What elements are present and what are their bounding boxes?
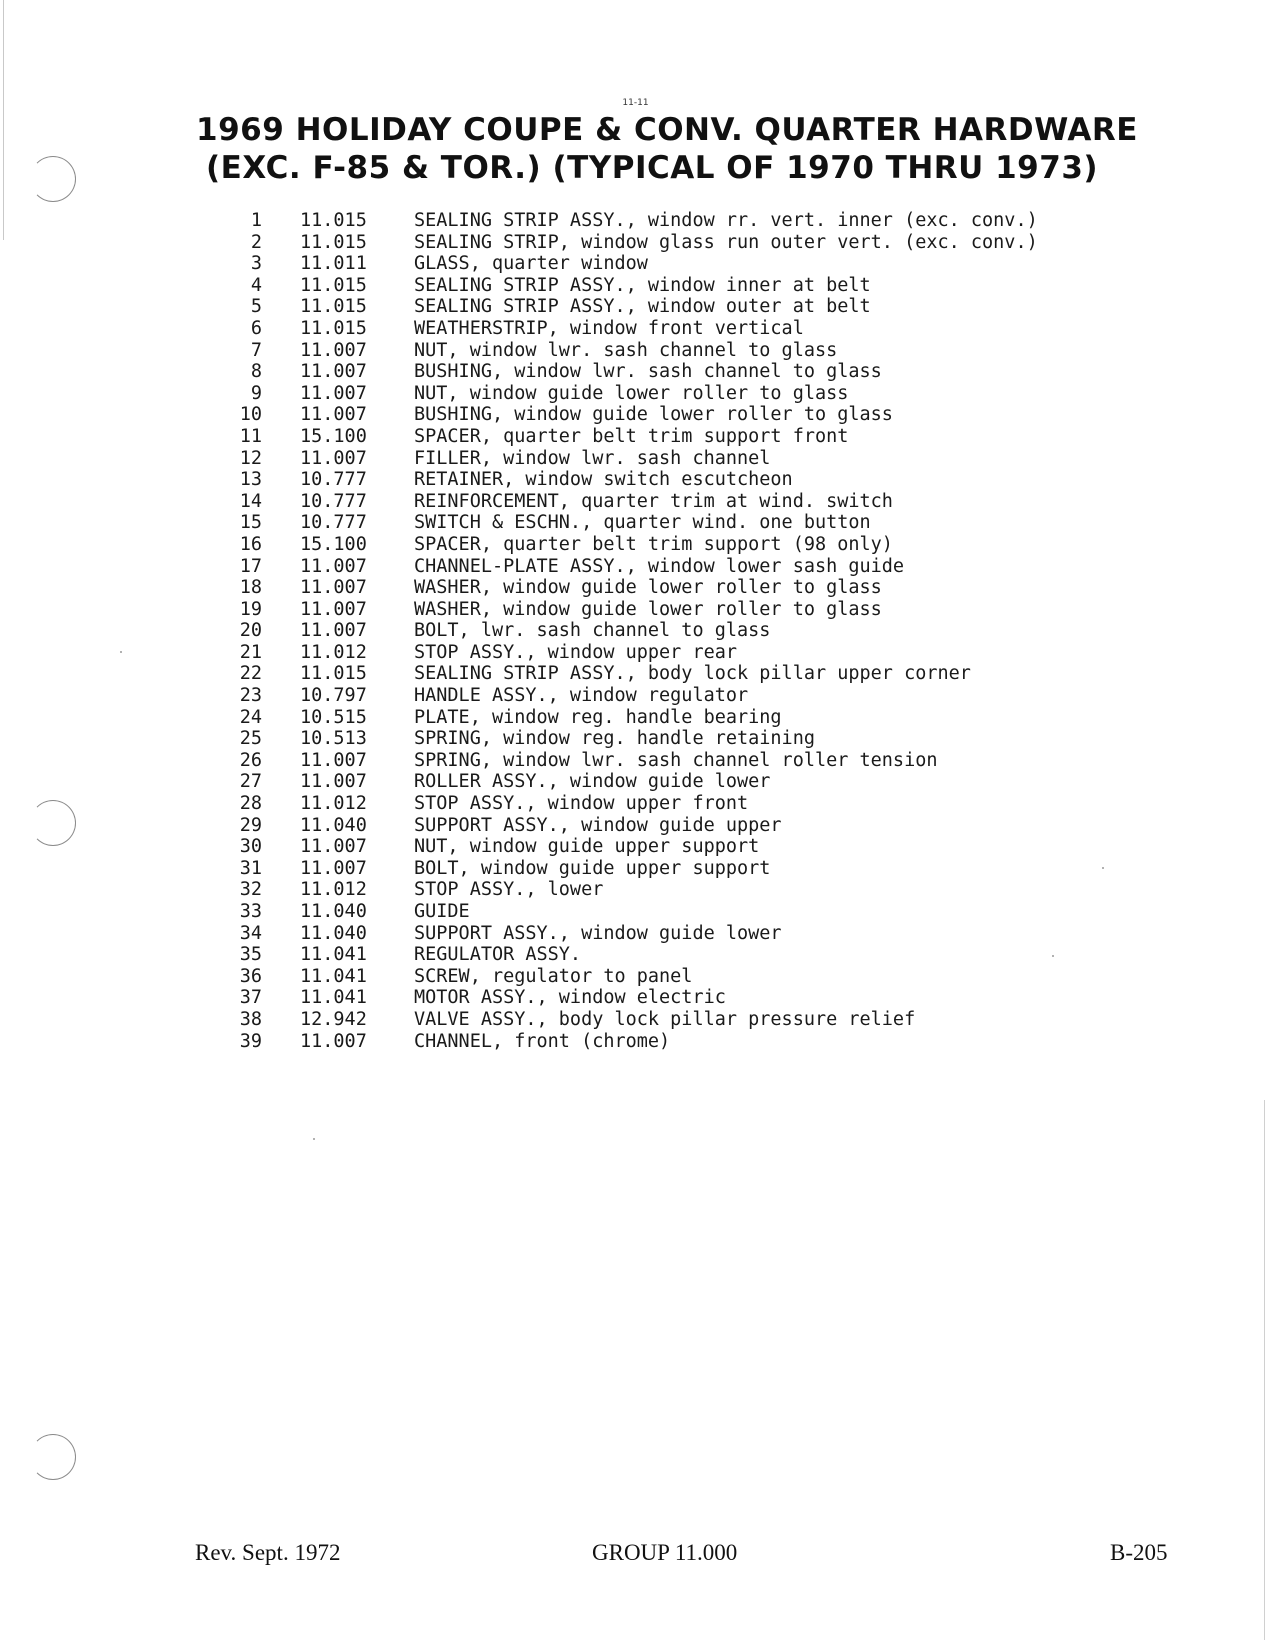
part-description: VALVE ASSY., body lock pillar pressure relief xyxy=(414,1008,916,1030)
part-group-number: 11.015 xyxy=(300,210,367,231)
part-group-number: 12.942 xyxy=(300,1008,367,1030)
scan-speck xyxy=(313,1138,315,1140)
part-group-number: 11.007 xyxy=(300,771,367,793)
part-group-number: 10.777 xyxy=(300,512,367,534)
part-group-number: 11.015 xyxy=(300,274,367,296)
part-description: RETAINER, window switch escutcheon xyxy=(414,469,793,491)
page-title-line-2: (EXC. F-85 & TOR.) (TYPICAL OF 1970 THRU 1973) xyxy=(206,150,1099,186)
part-description: ROLLER ASSY., window guide lower xyxy=(414,771,771,793)
part-group-number: 11.007 xyxy=(300,361,367,383)
part-description: BOLT, lwr. sash channel to glass xyxy=(414,620,771,642)
part-description: WASHER, window guide lower roller to glass xyxy=(414,577,882,599)
part-description: MOTOR ASSY., window electric xyxy=(414,987,726,1009)
part-group-number: 11.007 xyxy=(300,555,367,577)
part-number: 4 xyxy=(250,274,262,296)
part-description: WASHER, window guide lower roller to glass xyxy=(414,598,882,620)
part-group-number: 11.007 xyxy=(300,857,367,879)
part-group-number: 11.007 xyxy=(300,1030,367,1052)
part-number: 8 xyxy=(250,361,262,383)
part-number: 29 xyxy=(239,814,262,836)
part-number: 20 xyxy=(239,620,262,642)
part-number: 12 xyxy=(239,447,262,469)
part-number: 7 xyxy=(250,339,262,361)
part-group-number: 11.007 xyxy=(300,577,367,599)
part-group-number: 10.513 xyxy=(300,728,367,750)
part-description: FILLER, window lwr. sash channel xyxy=(414,447,771,469)
part-description: SPRING, window reg. handle retaining xyxy=(414,728,815,750)
part-description: GLASS, quarter window xyxy=(414,253,648,275)
part-group-number: 11.015 xyxy=(300,296,367,318)
part-number: 30 xyxy=(239,836,262,858)
part-number: 28 xyxy=(239,793,262,815)
part-description: SEALING STRIP ASSY., body lock pillar upper corner xyxy=(414,663,971,685)
part-number: 37 xyxy=(239,987,262,1009)
scan-speck xyxy=(1052,955,1054,957)
reference-mark: 11-11 xyxy=(622,98,649,108)
part-description: SWITCH & ESCHN., quarter wind. one button xyxy=(414,512,871,534)
part-number: 25 xyxy=(239,728,262,750)
part-group-number: 11.007 xyxy=(300,749,367,771)
part-number: 10 xyxy=(239,404,262,426)
part-number: 23 xyxy=(239,685,262,707)
part-group-number: 11.007 xyxy=(300,620,367,642)
part-number: 32 xyxy=(239,879,262,901)
part-description: GUIDE xyxy=(414,901,470,922)
part-description: BUSHING, window guide lower roller to glass xyxy=(414,404,893,426)
part-description: WEATHERSTRIP, window front vertical xyxy=(414,317,804,339)
part-group-number: 11.015 xyxy=(300,317,367,339)
scan-speck xyxy=(120,651,122,653)
part-number: 13 xyxy=(239,469,262,491)
part-number: 39 xyxy=(239,1030,262,1052)
scan-speck xyxy=(1102,867,1104,869)
part-group-number: 11.012 xyxy=(300,793,367,815)
part-number: 22 xyxy=(239,663,262,685)
punch-hole-top xyxy=(30,156,76,202)
part-description: CHANNEL, front (chrome) xyxy=(414,1030,671,1052)
part-group-number: 10.515 xyxy=(300,706,367,728)
part-group-number: 11.015 xyxy=(300,663,367,685)
part-group-number: 15.100 xyxy=(300,533,367,555)
part-description: STOP ASSY., lower xyxy=(414,879,604,901)
part-description: SUPPORT ASSY., window guide lower xyxy=(414,922,782,944)
part-group-number: 15.100 xyxy=(300,425,367,447)
part-group-number: 10.777 xyxy=(300,469,367,491)
part-number: 17 xyxy=(239,555,262,577)
part-group-number: 10.797 xyxy=(300,685,367,707)
part-description: SCREW, regulator to panel xyxy=(414,965,693,987)
group-number: GROUP 11.000 xyxy=(592,1540,738,1565)
part-description: SEALING STRIP ASSY., window rr. vert. inner (exc. conv.) xyxy=(414,210,1038,231)
page-left-edge xyxy=(3,0,4,240)
punch-hole-middle xyxy=(30,800,76,846)
part-number: 36 xyxy=(239,965,262,987)
revision-date: Rev. Sept. 1972 xyxy=(195,1540,341,1565)
part-number: 2 xyxy=(250,231,262,253)
part-group-number: 11.041 xyxy=(300,944,367,966)
part-description: REGULATOR ASSY. xyxy=(414,944,582,966)
part-description: SEALING STRIP ASSY., window inner at belt xyxy=(414,274,871,296)
part-group-number: 11.012 xyxy=(300,879,367,901)
part-description: STOP ASSY., window upper front xyxy=(414,793,749,815)
part-description: NUT, window guide upper support xyxy=(414,836,760,858)
part-description: REINFORCEMENT, quarter trim at wind. switch xyxy=(414,490,893,512)
part-number: 11 xyxy=(239,425,262,447)
part-number: 16 xyxy=(239,533,262,555)
part-group-number: 11.012 xyxy=(300,641,367,663)
part-description: STOP ASSY., window upper rear xyxy=(414,641,738,663)
part-description: SEALING STRIP ASSY., window outer at belt xyxy=(414,296,871,318)
part-description: PLATE, window reg. handle bearing xyxy=(414,706,782,728)
part-description: SPRING, window lwr. sash channel roller tension xyxy=(414,749,938,771)
part-number: 15 xyxy=(239,512,262,534)
part-group-number: 11.007 xyxy=(300,404,367,426)
part-number: 26 xyxy=(239,749,262,771)
part-description: CHANNEL-PLATE ASSY., window lower sash guide xyxy=(414,555,905,577)
part-group-number: 11.007 xyxy=(300,598,367,620)
part-number: 19 xyxy=(239,598,262,620)
page-right-edge xyxy=(1264,1100,1265,1640)
part-number: 5 xyxy=(250,296,262,318)
part-group-number: 11.040 xyxy=(300,922,367,944)
part-number: 38 xyxy=(239,1008,262,1030)
part-description: NUT, window guide lower roller to glass xyxy=(414,382,849,404)
part-number: 33 xyxy=(239,901,262,922)
part-number: 18 xyxy=(239,577,262,599)
punch-hole-bottom xyxy=(30,1434,76,1480)
part-number: 1 xyxy=(250,210,262,231)
part-number: 3 xyxy=(250,253,262,275)
part-number: 9 xyxy=(250,382,262,404)
part-group-number: 11.015 xyxy=(300,231,367,253)
part-group-number: 11.007 xyxy=(300,339,367,361)
part-description: SEALING STRIP, window glass run outer vert. (exc. conv.) xyxy=(414,231,1038,253)
part-number: 31 xyxy=(239,857,262,879)
part-group-number: 11.040 xyxy=(300,901,367,922)
part-group-number: 11.040 xyxy=(300,814,367,836)
part-description: HANDLE ASSY., window regulator xyxy=(414,685,749,707)
part-number: 27 xyxy=(239,771,262,793)
part-description: SPACER, quarter belt trim support (98 only) xyxy=(414,533,893,555)
part-group-number: 11.007 xyxy=(300,382,367,404)
part-description: BUSHING, window lwr. sash channel to glass xyxy=(414,361,882,383)
page-number: B-205 xyxy=(1110,1540,1168,1565)
part-number: 24 xyxy=(239,706,262,728)
part-group-number: 10.777 xyxy=(300,490,367,512)
part-description: SUPPORT ASSY., window guide upper xyxy=(414,814,782,836)
part-description: NUT, window lwr. sash channel to glass xyxy=(414,339,838,361)
part-number: 34 xyxy=(239,922,262,944)
part-group-number: 11.011 xyxy=(300,253,367,275)
part-group-number: 11.007 xyxy=(300,836,367,858)
part-description: SPACER, quarter belt trim support front xyxy=(414,425,849,447)
part-number: 6 xyxy=(250,317,262,339)
part-group-number: 11.041 xyxy=(300,987,367,1009)
part-number: 14 xyxy=(239,490,262,512)
part-number: 21 xyxy=(239,641,262,663)
part-number: 35 xyxy=(239,944,262,966)
part-group-number: 11.041 xyxy=(300,965,367,987)
part-description: BOLT, window guide upper support xyxy=(414,857,771,879)
page-title-line-1: 1969 HOLIDAY COUPE & CONV. QUARTER HARDWARE xyxy=(196,112,1138,148)
part-group-number: 11.007 xyxy=(300,447,367,469)
